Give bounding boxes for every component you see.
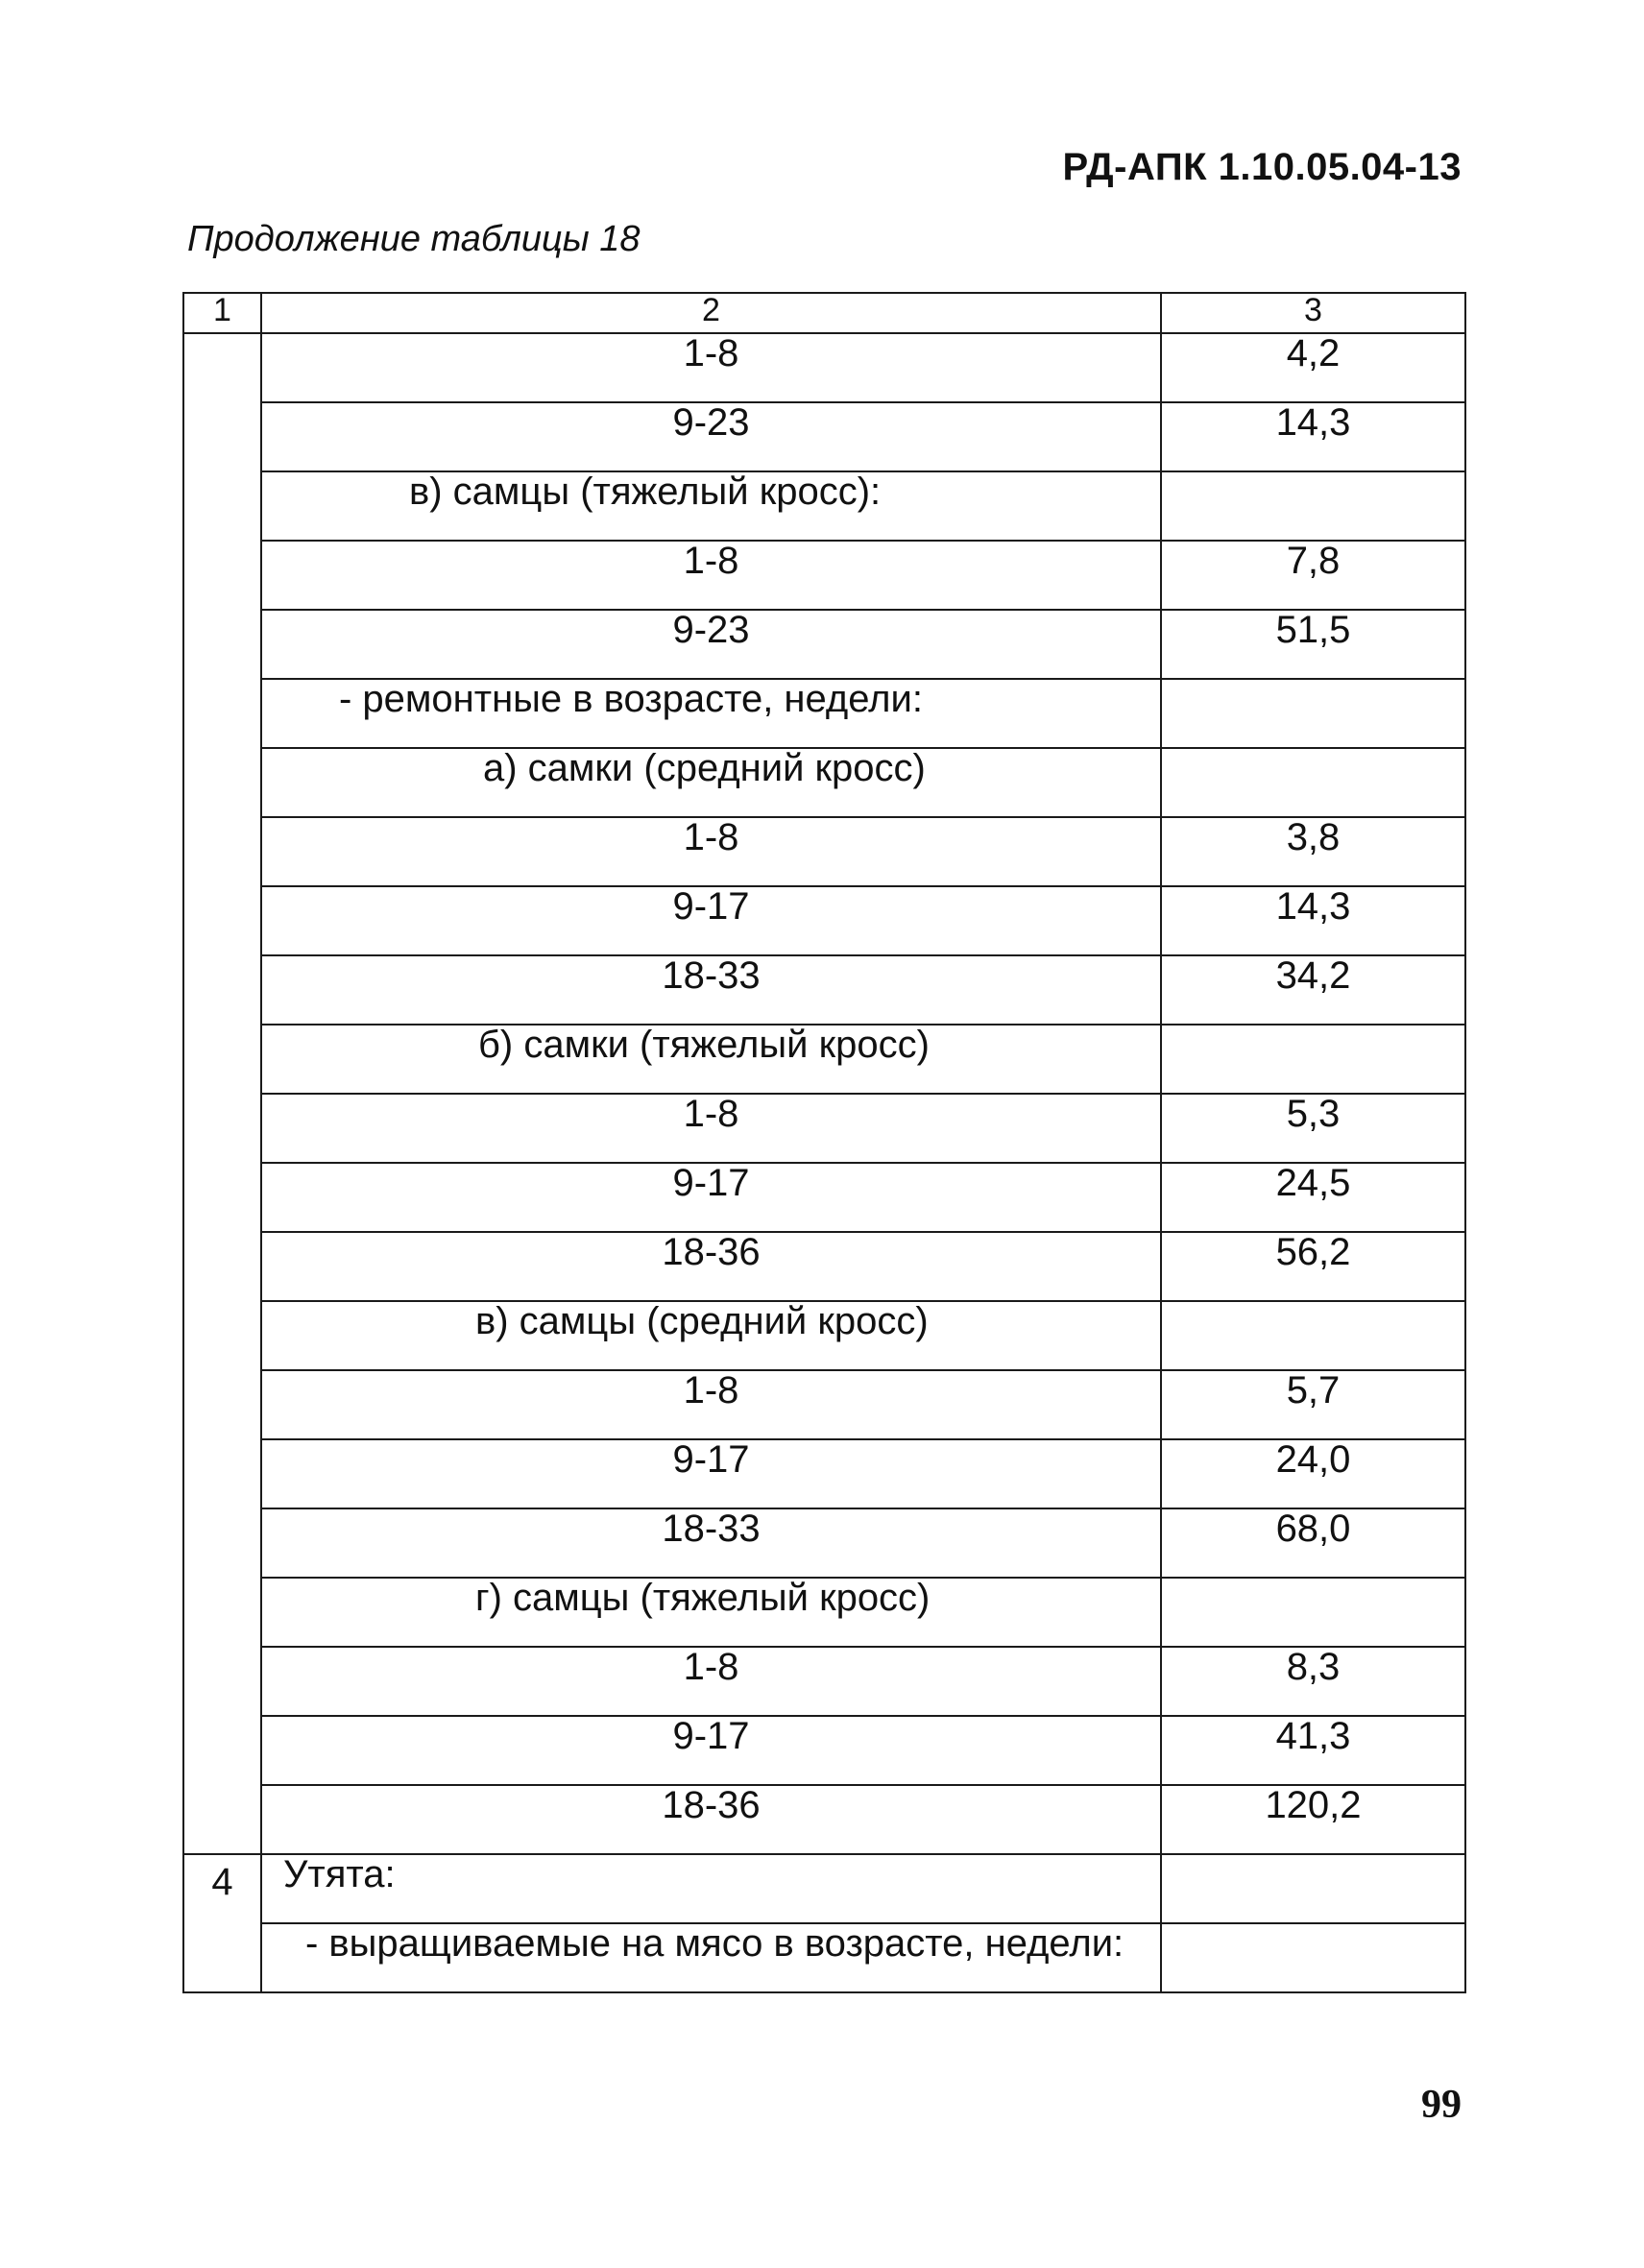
table-caption: Продолжение таблицы 18 bbox=[187, 219, 641, 259]
row-label: 18-33 bbox=[261, 955, 1161, 1025]
column-header-3: 3 bbox=[1161, 293, 1465, 333]
table-header-row bbox=[183, 293, 1465, 333]
row-label: 18-36 bbox=[261, 1785, 1161, 1854]
section-title: Утята: bbox=[261, 1854, 1161, 1923]
table-row bbox=[183, 1025, 1465, 1094]
row-value-empty bbox=[1161, 1854, 1465, 1923]
data-table bbox=[182, 292, 1466, 1993]
row-label: 9-23 bbox=[261, 402, 1161, 471]
row-value: 8,3 bbox=[1161, 1647, 1465, 1716]
row-label: б) самки (тяжелый кросс) bbox=[261, 1025, 1161, 1094]
table-row bbox=[183, 1439, 1465, 1508]
table-row bbox=[183, 679, 1465, 748]
row-label: в) самцы (средний кросс) bbox=[261, 1301, 1161, 1370]
table-row bbox=[183, 471, 1465, 541]
row-label: - ремонтные в возрасте, недели: bbox=[261, 679, 1161, 748]
table-row bbox=[183, 1785, 1465, 1854]
row-value bbox=[1161, 679, 1465, 748]
row-label: 9-17 bbox=[261, 1439, 1161, 1508]
table-row bbox=[183, 1578, 1465, 1647]
row-label: 9-17 bbox=[261, 886, 1161, 955]
row-value: 14,3 bbox=[1161, 886, 1465, 955]
table-row bbox=[183, 402, 1465, 471]
table-row bbox=[183, 610, 1465, 679]
row-value bbox=[1161, 1301, 1465, 1370]
table-row bbox=[183, 1647, 1465, 1716]
row-value bbox=[1161, 471, 1465, 541]
table-row bbox=[183, 333, 1465, 402]
row-value bbox=[1161, 1578, 1465, 1647]
row-number-cell-empty bbox=[183, 333, 261, 1854]
table-row-section-4 bbox=[183, 1854, 1465, 1923]
row-label: 1-8 bbox=[261, 817, 1161, 886]
table-row bbox=[183, 1301, 1465, 1370]
row-value: 3,8 bbox=[1161, 817, 1465, 886]
row-label: 1-8 bbox=[261, 1370, 1161, 1439]
row-label: 9-23 bbox=[261, 610, 1161, 679]
table-row bbox=[183, 886, 1465, 955]
row-label: 9-17 bbox=[261, 1716, 1161, 1785]
row-number-cell: 4 bbox=[183, 1854, 261, 1992]
column-header-1: 1 bbox=[183, 293, 261, 333]
row-label: 1-8 bbox=[261, 1647, 1161, 1716]
row-label: 18-33 bbox=[261, 1508, 1161, 1578]
row-label: а) самки (средний кросс) bbox=[261, 748, 1161, 817]
row-label: 18-36 bbox=[261, 1232, 1161, 1301]
row-value-empty bbox=[1161, 1923, 1465, 1992]
column-header-2: 2 bbox=[261, 293, 1161, 333]
table-row bbox=[183, 1163, 1465, 1232]
row-value: 24,0 bbox=[1161, 1439, 1465, 1508]
row-label: 1-8 bbox=[261, 333, 1161, 402]
row-label: - выращиваемые на мясо в возрасте, недели: bbox=[261, 1923, 1161, 1992]
row-value: 41,3 bbox=[1161, 1716, 1465, 1785]
table-row bbox=[183, 1508, 1465, 1578]
row-value: 4,2 bbox=[1161, 333, 1465, 402]
row-value: 56,2 bbox=[1161, 1232, 1465, 1301]
row-label: в) самцы (тяжелый кросс): bbox=[261, 471, 1161, 541]
page-number: 99 bbox=[1421, 2083, 1462, 2127]
table-row bbox=[183, 1923, 1465, 1992]
row-label: 1-8 bbox=[261, 1094, 1161, 1163]
row-label: 9-17 bbox=[261, 1163, 1161, 1232]
table-row bbox=[183, 1094, 1465, 1163]
table-row bbox=[183, 1232, 1465, 1301]
row-value: 120,2 bbox=[1161, 1785, 1465, 1854]
table-row bbox=[183, 955, 1465, 1025]
table-row bbox=[183, 817, 1465, 886]
row-value: 5,3 bbox=[1161, 1094, 1465, 1163]
table-row bbox=[183, 541, 1465, 610]
document-code: РД-АПК 1.10.05.04-13 bbox=[1062, 146, 1462, 188]
row-value: 14,3 bbox=[1161, 402, 1465, 471]
table-row bbox=[183, 748, 1465, 817]
table-row bbox=[183, 1370, 1465, 1439]
row-value: 68,0 bbox=[1161, 1508, 1465, 1578]
row-value: 24,5 bbox=[1161, 1163, 1465, 1232]
table-row bbox=[183, 1716, 1465, 1785]
row-label: г) самцы (тяжелый кросс) bbox=[261, 1578, 1161, 1647]
row-value bbox=[1161, 748, 1465, 817]
row-value: 7,8 bbox=[1161, 541, 1465, 610]
row-value: 5,7 bbox=[1161, 1370, 1465, 1439]
row-value: 51,5 bbox=[1161, 610, 1465, 679]
row-value: 34,2 bbox=[1161, 955, 1465, 1025]
row-value bbox=[1161, 1025, 1465, 1094]
row-label: 1-8 bbox=[261, 541, 1161, 610]
